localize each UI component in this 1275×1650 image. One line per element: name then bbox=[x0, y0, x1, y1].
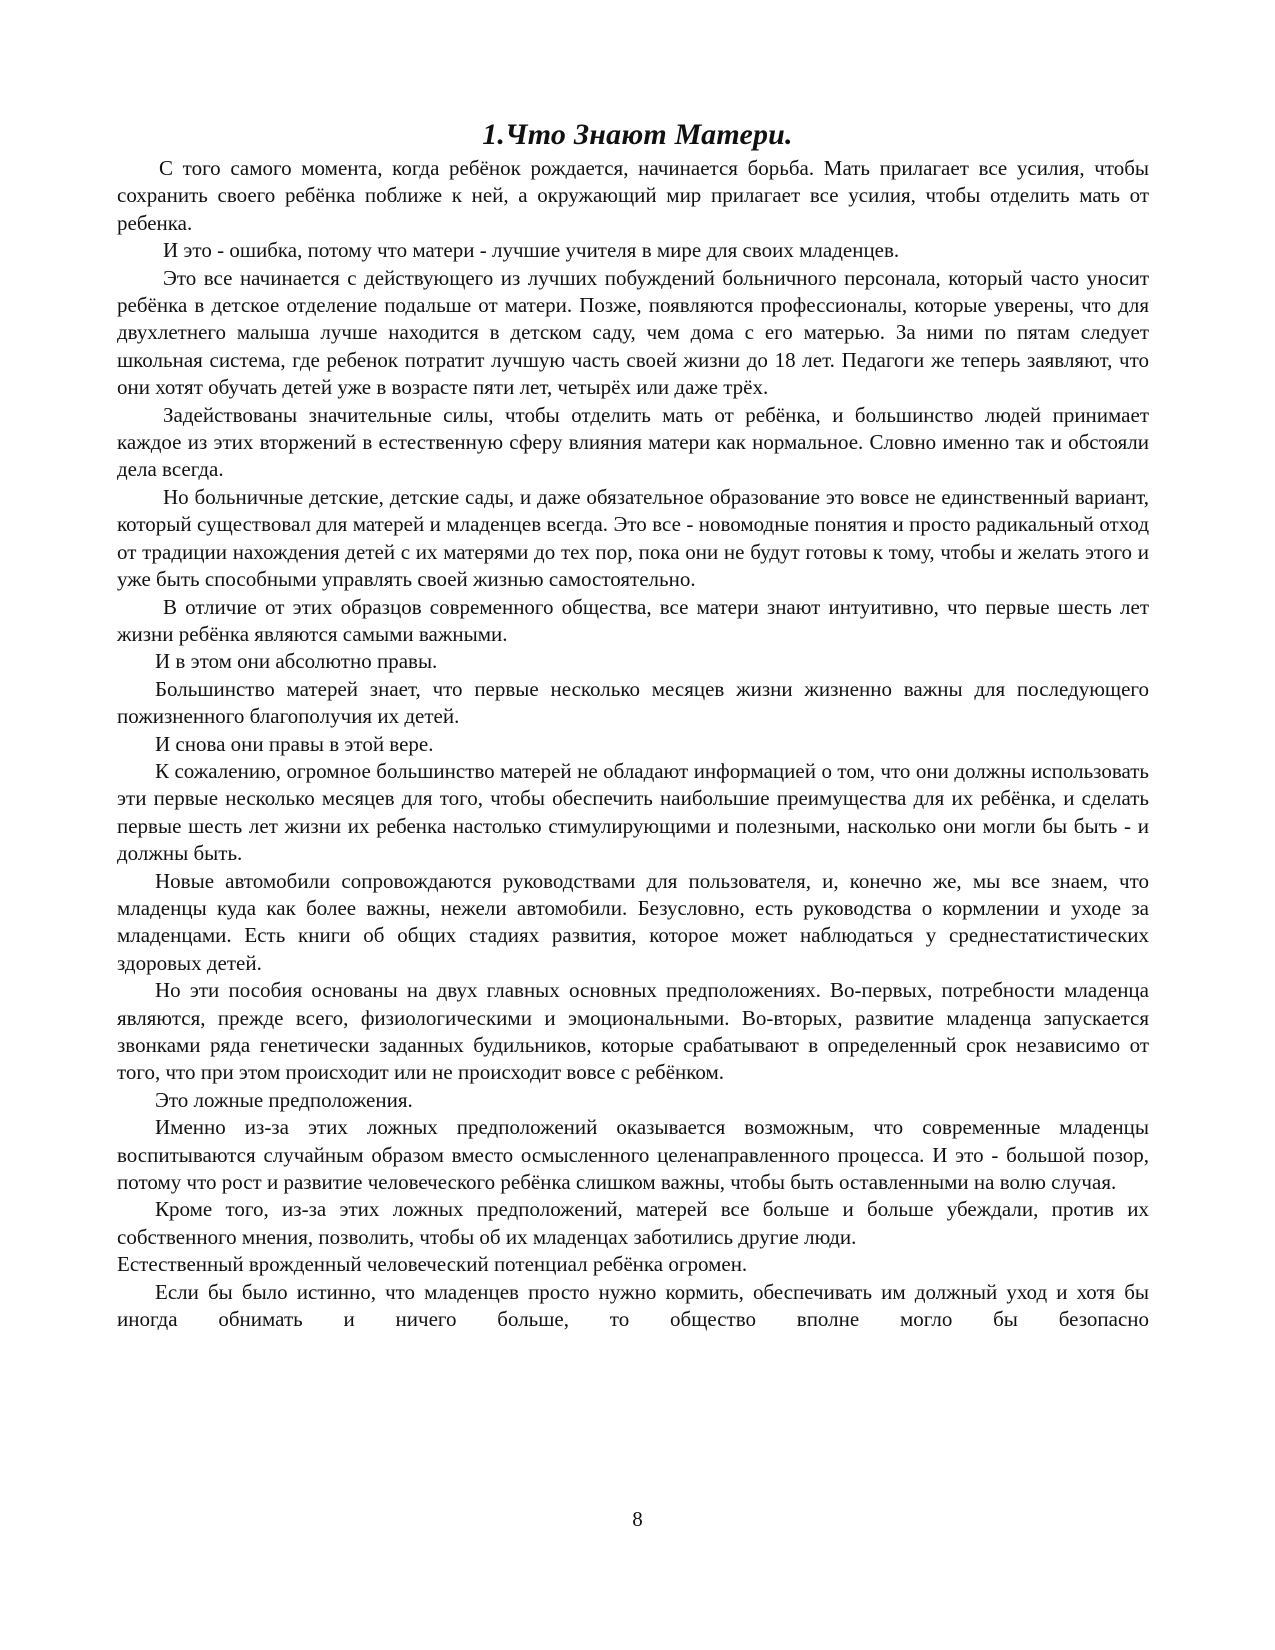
paragraph: Задействованы значительные силы, чтобы отделить мать от ребёнка, и большинство людей принимает каждое из этих вторжений в естественную сферу влияния матери как нормальное. Словно именно так и обстояли дела всегда. bbox=[117, 402, 1149, 482]
paragraph: Новые автомобили сопровождаются руководствами для пользователя, и, конечно же, мы все знаем, что младенцы куда как более важны, нежели автомобили. Безусловно, есть руководства о кормлении и уходе за младенцами. Есть книги об общих стадиях развития, которое может наблюдаться у среднестатистических здоровых детей. bbox=[117, 868, 1149, 975]
paragraph: И снова они правы в этой вере. bbox=[155, 731, 434, 756]
paragraph: Естественный врожденный человеческий потенциал ребёнка огромен. bbox=[117, 1252, 748, 1277]
paragraph: И в этом они абсолютно правы. bbox=[155, 649, 438, 674]
paragraph: Это ложные предположения. bbox=[155, 1087, 413, 1112]
paragraph: К сожалению, огромное большинство матерей не обладают информацией о том, что они должны использовать эти первые несколько месяцев для того, чтобы обеспечить наибольшие преимущества для их ребёнка, и сделать первые шесть лет жизни их ребенка настолько стимулирующими и полезными, насколько они могли бы быть - и должны быть. bbox=[117, 758, 1149, 866]
page-number: 8 bbox=[632, 1507, 643, 1531]
paragraph: Кроме того, из-за этих ложных предположений, матерей все больше и больше убеждали, против их собственного мнения, позволить, чтобы об их младенцах заботились другие люди. bbox=[117, 1197, 1149, 1249]
paragraph: И это - ошибка, потому что матери - лучшие учителя в мире для своих младенцев. bbox=[163, 238, 900, 263]
paragraph: Именно из-за этих ложных предположений оказывается возможным, что современные младенцы воспитываются случайным образом вместо осмысленного целенаправленного процесса. И это - большой позор, потому что рост и развитие человеческого ребёнка слишком важны, чтобы быть оставленными на волю случая. bbox=[117, 1115, 1149, 1195]
paragraph: Большинство матерей знает, что первые несколько месяцев жизни жизненно важны для последующего пожизненного благополучия их детей. bbox=[117, 676, 1149, 729]
paragraph: Это все начинается с действующего из лучших побуждений больничного персонала, который часто уносит ребёнка в детское отделение подальше от матери. Позже, появляются профессионалы, которые уверены, что для двухлетнего малыша лучше находится в детском саду, чем дома с его матерью. За ними по пятам следует школьная система, где ребенок потратит лучшую часть своей жизни до 18 лет. Педагоги же теперь заявляют, что они хотят обучать детей уже в возрасте пяти лет, четырёх или даже трёх. bbox=[117, 265, 1149, 400]
paragraph: С того самого момента, когда ребёнок рождается, начинается борьба. Мать прилагает все усилия, чтобы сохранить своего ребёнка поближе к ней, а окружающий мир прилагает все усилия, чтобы отделить мать от ребенка. bbox=[117, 156, 1149, 235]
paragraph: В отличие от этих образцов современного общества, все матери знают интуитивно, что первые шесть лет жизни ребёнка являются самыми важными. bbox=[117, 594, 1149, 646]
chapter-body bbox=[117, 155, 1149, 1333]
chapter-title: 1.Что Знают Матери. bbox=[482, 118, 793, 151]
paragraph: Но больничные детские, детские сады, и даже обязательное образование это вовсе не единственный вариант, который существовал для матерей и младенцев всегда. Это все - новомодные понятия и просто радикальный отход от традиции нахождения детей с их матерями до тех пор, пока они не будут готовы к тому, чтобы и желать этого и уже быть способными управлять своей жизнью самостоятельно. bbox=[117, 484, 1149, 592]
paragraph: Но эти пособия основаны на двух главных основных предположениях. Во-первых, потребности младенца являются, прежде всего, физиологическими и эмоциональными. Во-вторых, развитие младенца запускается звонками ряда генетически заданных будильников, которые срабатывают в определенный срок независимо от того, что при этом происходит или не происходит вовсе с ребёнком. bbox=[117, 978, 1149, 1085]
paragraph: Если бы было истинно, что младенцев просто нужно кормить, обеспечивать им должный уход и хотя бы иногда обнимать и ничего больше, то общество вполне могло бы безопасно bbox=[117, 1279, 1149, 1332]
